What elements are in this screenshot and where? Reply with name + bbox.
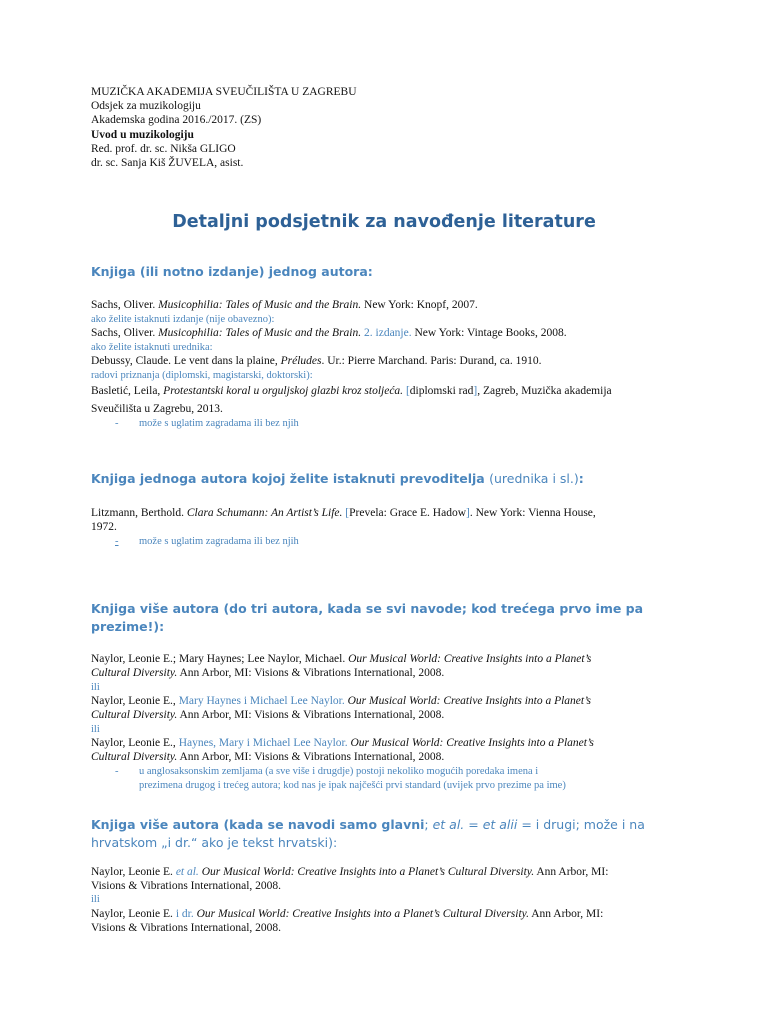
note-text: radovi priznanja (diplomski, magistarski, doktorski): (91, 370, 313, 381)
citation-entry: Naylor, Leonie E., Haynes, Mary i Michael Lee Naylor. Our Musical World: Creative Insights into a Planet’s Cultural Diversity. Ann Arbor, MI: Visions & Vibrations International, 2008. (91, 737, 594, 764)
citation-entry: Sachs, Oliver. Musicophilia: Tales of Music and the Brain. New York: Knopf, 2007. (91, 299, 478, 311)
bullet-note: - može s uglatim zagradama ili bez njih (115, 536, 299, 547)
or-label: ili (91, 724, 100, 735)
note-text: ako želite istaknuti urednika: (91, 342, 213, 353)
citation-entry: Naylor, Leonie E.; Mary Haynes; Lee Naylor, Michael. Our Musical World: Creative Insights into a Planet’s Cultural Diversity. Ann Arbor, MI: Visions & Vibrations International, 2008. (91, 653, 592, 680)
professor-name: Red. prof. dr. sc. Nikša GLIGO (91, 142, 236, 155)
section-heading-single-author: Knjiga (ili notno izdanje) jednog autora: (91, 264, 373, 279)
page-title: Detaljni podsjetnik za navođenje literature (172, 212, 596, 232)
or-label: ili (91, 894, 100, 905)
assistant-name: dr. sc. Sanja Kiš ŽUVELA, asist. (91, 157, 244, 170)
or-label: ili (91, 682, 100, 693)
note-text: ako želite istaknuti izdanje (nije obavezno): (91, 314, 275, 325)
course-header (91, 85, 357, 170)
section-heading-multiple-authors: Knjiga više autora (do tri autora, kada se svi navode; kod trećega prvo ime pa prezime!): (91, 601, 644, 634)
section-heading-translator: Knjiga jednoga autora kojoj želite istaknuti prevoditelja (urednika i sl.): (91, 471, 584, 486)
course-name: Uvod u muzikologiju (91, 128, 194, 141)
citation-entry: Basletić, Leila, Protestantski koral u orguljskoj glazbi kroz stoljeća. [diplomski rad], Zagreb, Muzička akademija Sveučilišta u Zagrebu, 2013. (91, 385, 612, 415)
citation-entry: Sachs, Oliver. Musicophilia: Tales of Music and the Brain. 2. izdanje. New York: Vintage Books, 2008. (91, 327, 567, 339)
citation-entry: Debussy, Claude. Le vent dans la plaine, Préludes. Ur.: Pierre Marchand. Paris: Durand, ca. 1910. (91, 355, 542, 367)
citation-entry: Litzmann, Berthold. Clara Schumann: An Artist’s Life. [Prevela: Grace E. Hadow]. New York: Vienna House, 1972. (91, 507, 596, 534)
citation-entry: Naylor, Leonie E., Mary Haynes i Michael Lee Naylor. Our Musical World: Creative Insights into a Planet’s Cultural Diversity. Ann Arbor, MI: Visions & Vibrations International, 2008. (91, 695, 591, 722)
department-name: Odsjek za muzikologiju (91, 100, 201, 113)
citation-entry: Naylor, Leonie E. i dr. Our Musical World: Creative Insights into a Planet’s Cultural Diversity. Ann Arbor, MI: Visions & Vibrations International, 2008. (91, 908, 604, 935)
academic-year: Akademska godina 2016./2017. (ZS) (91, 114, 262, 127)
section-heading-main-author: Knjiga više autora (kada se navodi samo glavni; et al. = et alii = i drugi; može i na hrvatskom „i dr.“ ako je tekst hrvatski): (91, 817, 645, 850)
citation-entry: Naylor, Leonie E. et al. Our Musical World: Creative Insights into a Planet’s Cultural Diversity. Ann Arbor, MI: Visions & Vibrations International, 2008. (91, 866, 609, 893)
institution-name: MUZIČKA AKADEMIJA SVEUČILIŠTA U ZAGREBU (91, 86, 357, 98)
bullet-note: - u anglosaksonskim zemljama (a sve više i drugdje) postoji nekoliko mogućih poredaka imena i prezimena drugog i trećeg autora; kod nas je ipak najčešći prvi standard (uvijek prvo prezime pa ime) (115, 766, 566, 791)
bullet-note: - može s uglatim zagradama ili bez njih (115, 418, 299, 429)
